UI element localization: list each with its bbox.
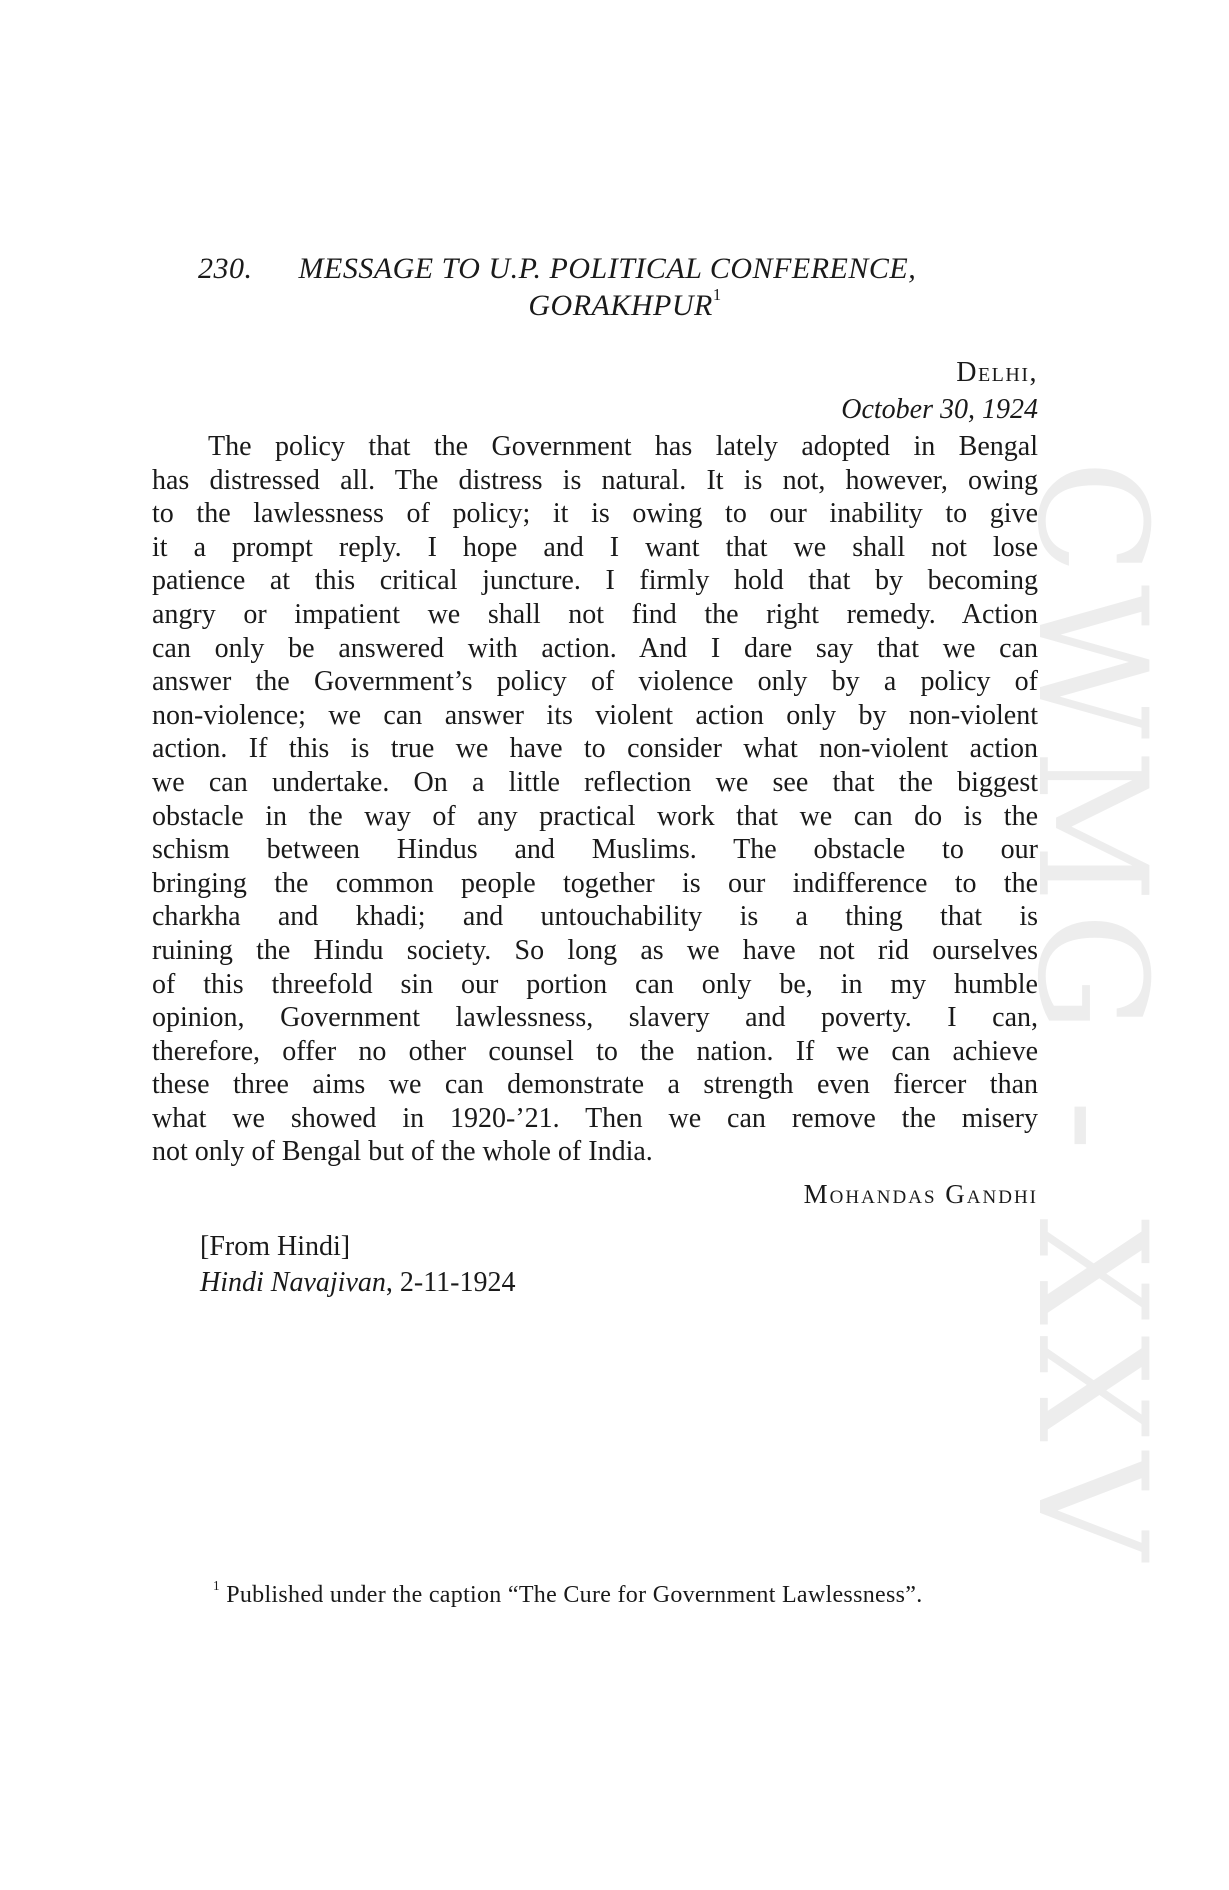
- heading-line1: MESSAGE TO U.P. POLITICAL CONFERENCE,: [298, 252, 917, 285]
- source-date: , 2-11-1924: [385, 1267, 516, 1299]
- body-line: these three aims we can demonstrate a strength even fiercer than: [152, 1069, 1038, 1101]
- heading-number: 230.: [198, 252, 253, 285]
- heading-line2: GORAKHPUR$^1$: [528, 285, 722, 322]
- footnote-mark: 1: [213, 1578, 220, 1594]
- source-note: [152, 1229, 1038, 1301]
- body-line: charkha and khadi; and untouchability is a thing that is: [152, 901, 1038, 933]
- heading: [152, 250, 1038, 324]
- body-line: has distressed all. The distress is natural. It is not, however, owing: [152, 464, 1038, 496]
- source-citation: [200, 1265, 1038, 1301]
- dateline-date: October 30, 1924: [841, 394, 1038, 425]
- body-line: it a prompt reply. I hope and I want that we shall not lose: [152, 531, 1038, 563]
- source-publication: Hindi Navajivan: [200, 1267, 386, 1299]
- body-line: non-violence; we can answer its violent action only by non-violent: [152, 699, 1038, 731]
- body-line: bringing the common people together is our indifference to the: [152, 867, 1038, 899]
- footnote: [213, 1578, 923, 1609]
- body-line: ruining the Hindu society. So long as we have not rid ourselves: [152, 934, 1038, 966]
- body-line: what we showed in 1920-’21. Then we can remove the misery: [152, 1102, 1038, 1134]
- body-line: of this threefold sin our portion can only be, in my humble: [152, 968, 1038, 1000]
- body-line: answer the Government’s policy of violence only by a policy of: [152, 666, 1038, 698]
- source-from: [From Hindi]: [200, 1231, 351, 1263]
- signature: Mohandas Gandhi: [803, 1179, 1038, 1210]
- body-line: opinion, Government lawlessness, slavery and poverty. I can,: [152, 1002, 1038, 1034]
- body-line: angry or impatient we shall not find the right remedy. Action: [152, 598, 1038, 630]
- message-body: [152, 430, 1038, 1169]
- document-page: [152, 250, 1038, 1301]
- body-line: not only of Bengal but of the whole of India.: [152, 1136, 653, 1168]
- body-line: patience at this critical juncture. I firmly hold that by becoming: [152, 565, 1038, 597]
- watermark: CWMG - XXV: [1004, 460, 1178, 1571]
- body-line: The policy that the Government has lately adopted in Bengal: [208, 431, 1038, 462]
- body-line: action. If this is true we have to consider what non-violent action: [152, 733, 1038, 765]
- body-line: therefore, offer no other counsel to the nation. If we can achieve: [152, 1035, 1038, 1067]
- footnote-ref: 1: [712, 285, 722, 305]
- dateline-place: Delhi,: [956, 357, 1038, 388]
- footnote-text: Published under the caption “The Cure for Government Lawlessness”.: [226, 1582, 923, 1608]
- body-line: to the lawlessness of policy; it is owing to our inability to give: [152, 498, 1038, 530]
- body-line: obstacle in the way of any practical work that we can do is the: [152, 800, 1038, 832]
- body-line: can only be answered with action. And I dare say that we can: [152, 632, 1038, 664]
- body-line: schism between Hindus and Muslims. The obstacle to our: [152, 834, 1038, 866]
- body-line: we can undertake. On a little reflection we see that the biggest: [152, 766, 1038, 798]
